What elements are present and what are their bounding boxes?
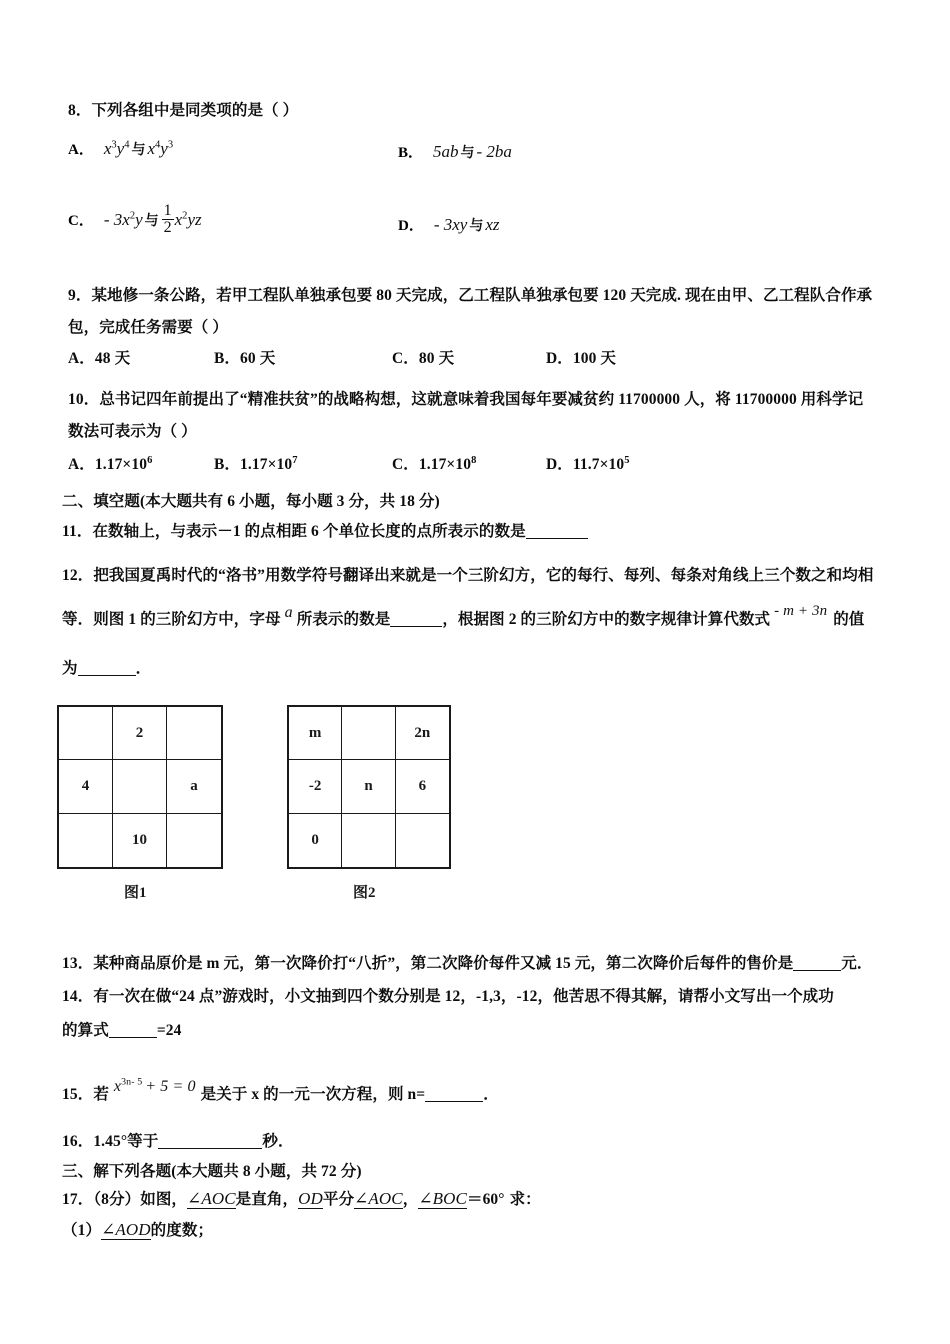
grid-cell [59,814,113,867]
grid-cell [59,707,113,760]
question-15 [62,1076,499,1104]
question-14-text-1: 有一次在做“24 点”游戏时，小文抽到四个数分别是 12，-1,3，-12，他苦思不得其解，请帮小文写出一个成功 [93,988,834,1005]
option-d-value: 11.7×10 [572,456,625,473]
grid-cell [167,814,221,867]
question-10-option-b[interactable] [214,452,298,474]
grid-cell: m [289,707,342,760]
question-11-text: 在数轴上，与表示－1 的点相距 6 个单位长度的点所表示的数是 [92,523,526,540]
question-12-line-2 [62,603,865,629]
question-12-answer-blank-1[interactable] [390,611,442,627]
question-10-option-d[interactable] [546,452,630,474]
option-a-letter: A． [68,350,95,367]
section-2-heading: 二、填空题(本大题共有 6 小题，每小题 3 分，共 18 分) [62,493,440,510]
question-12-line-3 [62,656,151,678]
sub-question-1-number: （1） [62,1222,102,1239]
option-a-letter: A． [68,142,94,158]
question-17-comma: ， [402,1191,419,1208]
option-a-letter: A． [68,456,95,473]
option-c-exponent: 8 [471,454,477,466]
option-d-label: 100 天 [572,350,617,367]
question-14-answer-blank[interactable] [109,1022,157,1038]
option-c-letter: C． [392,456,419,473]
question-9-number: 9． [68,287,92,304]
magic-square-figure-2 [287,705,451,869]
question-15-answer-blank[interactable] [425,1086,483,1102]
question-14-text-2a: 的算式 [62,1022,109,1039]
option-b-letter: B． [214,350,241,367]
question-9-line-1 [68,283,872,305]
angle-aoc-1: ∠AOC [187,1189,236,1208]
question-9-option-b[interactable] [214,346,275,368]
question-14-line-1 [62,984,834,1006]
question-8-option-b[interactable] [398,141,512,162]
option-b-expression: 5ab 与 - 2ba [433,142,512,161]
option-d-letter: D． [546,350,573,367]
question-14-number: 14． [62,988,94,1005]
question-17-line-1 [62,1187,541,1209]
option-c-expression: - $3x^2y$ 与 $\frac{1}{2}$ $x^2yz$ [103,202,202,237]
section-3-heading: 三、解下列各题(本大题共 8 小题，共 72 分) [62,1163,362,1180]
question-12-text-2c: ，根据图 2 的三阶幻方中的数字规律计算代数式 [442,611,771,628]
grid-cell: 2 [113,707,167,760]
question-12-text-2b: 所表示的数是 [296,611,391,628]
question-12-number: 12． [62,567,94,584]
grid-cell: -2 [289,760,342,813]
option-a-label: 48 天 [94,350,131,367]
grid-cell: a [167,760,221,813]
option-c-letter: C． [68,213,94,230]
question-10-option-a[interactable] [68,452,152,474]
question-12-line-1 [62,563,873,585]
question-15-text-a: 若 [93,1086,109,1103]
question-17-equals: ＝60° [466,1191,505,1208]
question-14-line-2 [62,1018,181,1040]
question-17-text-a: （8分）如图， [93,1191,188,1208]
question-10-option-c[interactable] [392,452,476,474]
question-8-option-a[interactable] [68,138,173,159]
equation-expression: $x^{3n- 5} + 5 = 0$ [113,1076,196,1095]
question-12-text-2a: 等．则图 1 的三阶幻方中，字母 [62,611,281,628]
question-12-text-1: 把我国夏禹时代的“洛书”用数学符号翻译出来就是一个三阶幻方，它的每行、每列、每条对角线上三个数之和均相 [93,567,874,584]
option-c-letter: C． [392,350,419,367]
question-13-text-b: 元． [841,955,873,972]
question-10-text-1: 总书记四年前提出了“精准扶贫”的战略构想，这就意味着我国每年要减贫约 11700000 人，将 11700000 用科学记 [99,391,864,408]
magic-square-figure-1 [57,705,223,869]
option-a-value: 1.17×10 [94,456,148,473]
figure-2-caption: 图2 [353,885,376,901]
fraction-one-half: $\frac{1}{2}$ [163,202,172,237]
grid-cell [167,707,221,760]
question-17-sub-1 [62,1218,213,1240]
option-b-value: 1.17×10 [240,456,293,473]
grid-cell [342,814,395,867]
question-9-option-c[interactable] [392,346,454,368]
option-d-letter: D． [546,456,573,473]
question-16-text-a: 1.45°等于 [93,1133,159,1150]
question-13-answer-blank[interactable] [793,955,841,971]
angle-aod: ∠AOD [101,1220,151,1239]
question-10-line-2: 数法可表示为（ ） [68,423,197,440]
question-10-number: 10． [68,391,100,408]
question-13-number: 13． [62,955,94,972]
option-d-expression: - 3xy 与 xz [433,215,500,234]
option-b-exponent: 7 [292,454,298,466]
question-16-number: 16． [62,1133,94,1150]
grid-cell: 6 [396,760,449,813]
option-d-exponent: 5 [624,454,630,466]
question-9-option-d[interactable] [546,346,616,368]
question-12-answer-blank-2[interactable] [78,660,136,676]
question-10-line-1 [68,387,863,409]
grid-cell: 0 [289,814,342,867]
question-17-text-d: 求： [509,1191,541,1208]
question-14-text-2b: =24 [156,1022,182,1039]
question-17-text-b: 是直角， [235,1191,299,1208]
question-8-text: 下列各组中是同类项的是（ ） [91,102,299,119]
question-16 [62,1129,294,1151]
grid-cell: n [342,760,395,813]
option-a-exponent: 6 [147,454,153,466]
grid-cell: 2n [396,707,449,760]
grid-cell: 10 [113,814,167,867]
option-b-label: 60 天 [240,350,276,367]
question-16-text-b: 秒． [262,1133,294,1150]
question-11-answer-blank[interactable] [526,523,588,539]
algebraic-expression: - m + 3n [774,603,828,619]
question-8-stem [68,98,298,120]
question-17-text-c: 平分 [322,1191,355,1208]
question-8-option-c[interactable] [68,203,202,237]
option-b-letter: B． [214,456,241,473]
figure-1-caption: 图1 [124,885,147,901]
option-c-label: 80 天 [418,350,455,367]
question-16-answer-blank[interactable] [158,1133,262,1149]
question-9-text-1: 某地修一条公路，若甲工程队单独承包要 80 天完成，乙工程队单独承包要 120 天完成. 现在由甲、乙工程队合作承 [91,287,873,304]
segment-od: OD [298,1189,323,1208]
angle-aoc-2: ∠AOC [354,1189,403,1208]
question-12-text-2d: 的值 [833,611,865,628]
question-13 [62,951,872,973]
question-17-number: 17． [62,1191,94,1208]
question-8-option-d[interactable] [398,214,500,235]
question-15-number: 15． [62,1086,94,1103]
variable-a: a [284,604,293,621]
sub-question-1-text: 的度数； [150,1222,214,1239]
option-d-letter: D． [398,218,424,234]
grid-cell [396,814,449,867]
question-12-text-3-end: ． [135,660,152,677]
angle-boc: ∠BOC [418,1189,467,1208]
question-13-text-a: 某种商品原价是 m 元，第一次降价打“八折”，第二次降价每件又减 15 元，第二次降价后每件的售价是 [93,955,794,972]
question-9-line-2: 包，完成任务需要（ ） [68,319,228,336]
option-a-expression: $x^3y^4$ 与 $x^4y^3$ [103,139,174,158]
question-9-option-a[interactable] [68,346,130,368]
question-11-number: 11． [62,523,93,540]
question-12-text-3: 为 [62,660,78,677]
option-c-value: 1.17×10 [418,456,472,473]
option-b-letter: B． [398,145,424,161]
question-11 [62,519,588,541]
grid-cell [113,760,167,813]
question-15-text-b: 是关于 x 的一元一次方程，则 n= [200,1086,426,1103]
question-8-number: 8． [68,102,92,119]
question-15-text-c: ． [483,1086,499,1103]
grid-cell: 4 [59,760,113,813]
grid-cell [342,707,395,760]
